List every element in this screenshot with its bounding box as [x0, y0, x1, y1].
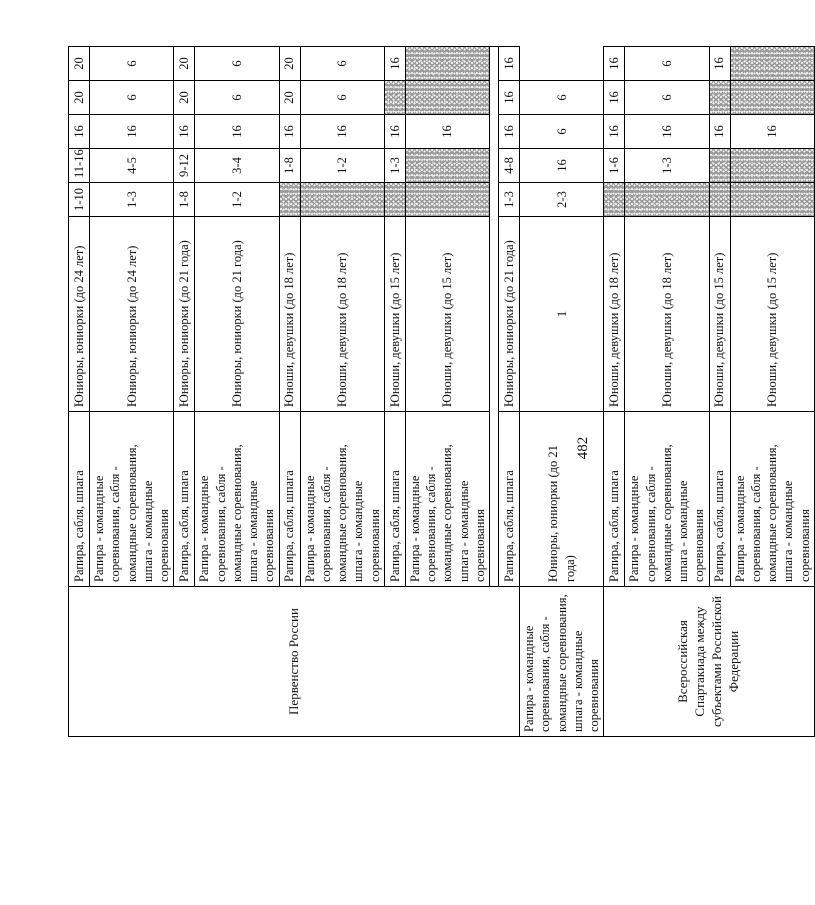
table-row: [604, 47, 625, 737]
number-cell: 1-2: [195, 183, 279, 217]
age-cell: Юноши, девушки (до 18 лет): [300, 217, 384, 412]
age-cell: Юноши, девушки (до 18 лет): [604, 217, 625, 412]
number-cell: 1: [520, 217, 604, 412]
discipline-cell: Рапира, сабля, шпага: [499, 412, 520, 587]
discipline-cell: Рапира - командные соревнования, сабля - командные соревнования, шпага - командные соревнования: [300, 412, 384, 587]
number-cell: 16: [195, 115, 279, 149]
number-cell: 16: [90, 115, 174, 149]
shaded-cell: [405, 81, 489, 115]
number-cell: 16: [604, 47, 625, 81]
number-cell: 4-5: [90, 149, 174, 183]
shaded-cell: [709, 183, 730, 217]
discipline-cell: Рапира - командные соревнования, сабля - командные соревнования, шпага - командные соревнования: [625, 412, 709, 587]
number-cell: 2-3: [520, 183, 604, 217]
number-cell: 6: [195, 81, 279, 115]
number-cell: 1-3: [90, 183, 174, 217]
age-cell: Юниоры, юниорки (до 21 года): [520, 412, 604, 587]
number-cell: 20: [279, 47, 300, 81]
competition-cell: Первенство России: [69, 587, 520, 737]
number-cell: 1-3: [625, 149, 709, 183]
shaded-cell: [384, 183, 405, 217]
table-row: [69, 47, 90, 737]
number-cell: 1-8: [174, 183, 195, 217]
number-cell: 1-3: [384, 149, 405, 183]
shaded-cell: [730, 81, 814, 115]
discipline-cell: Рапира - командные соревнования, сабля - командные соревнования, шпага - командные соревнования: [520, 587, 604, 737]
number-cell: 4-8: [499, 149, 520, 183]
shaded-cell: [730, 149, 814, 183]
number-cell: 16: [499, 115, 520, 149]
age-cell: Юноши, девушки (до 18 лет): [625, 217, 709, 412]
number-cell: 20: [174, 47, 195, 81]
number-cell: 9-12: [174, 149, 195, 183]
table-row: [520, 47, 604, 737]
number-cell: 16: [499, 47, 520, 81]
sports-table: [68, 46, 815, 737]
number-cell: 1-2: [300, 149, 384, 183]
competition-cell: Всероссийская Спартакиада между субъектами Российской Федерации: [604, 587, 815, 737]
discipline-cell: Рапира, сабля, шпага: [384, 412, 405, 587]
number-cell: 16: [405, 115, 489, 149]
number-cell: 16: [709, 115, 730, 149]
number-cell: 16: [384, 47, 405, 81]
number-cell: 6: [300, 47, 384, 81]
shaded-cell: [279, 183, 300, 217]
number-cell: 6: [195, 47, 279, 81]
number-cell: 1-8: [279, 149, 300, 183]
number-cell: 11-16: [69, 149, 90, 183]
discipline-cell: Рапира, сабля, шпага: [709, 412, 730, 587]
shaded-cell: [730, 183, 814, 217]
number-cell: 16: [69, 115, 90, 149]
age-cell: Юноши, девушки (до 15 лет): [384, 217, 405, 412]
number-cell: 16: [300, 115, 384, 149]
discipline-cell: Рапира - командные соревнования, сабля - командные соревнования, шпага - командные соревнования: [195, 412, 279, 587]
page-number: 482: [575, 436, 591, 460]
shaded-cell: [709, 149, 730, 183]
discipline-cell: Рапира, сабля, шпага: [174, 412, 195, 587]
number-cell: 6: [520, 81, 604, 115]
shaded-cell: [405, 183, 489, 217]
shaded-cell: [709, 81, 730, 115]
discipline-cell: Рапира - командные соревнования, сабля - командные соревнования, шпага - командные соревнования: [730, 412, 814, 587]
age-cell: Юниоры, юниорки (до 21 года): [499, 217, 520, 412]
number-cell: 6: [520, 115, 604, 149]
number-cell: 1-3: [499, 183, 520, 217]
number-cell: 6: [300, 81, 384, 115]
age-cell: Юниоры, юниорки (до 24 лет): [69, 217, 90, 412]
discipline-cell: Рапира - командные соревнования, сабля - командные соревнования, шпага - командные соревнования: [405, 412, 489, 587]
discipline-cell: Рапира, сабля, шпага: [69, 412, 90, 587]
number-cell: 16: [730, 115, 814, 149]
number-cell: 20: [69, 47, 90, 81]
number-cell: 16: [604, 115, 625, 149]
age-cell: Юниоры, юниорки (до 21 года): [174, 217, 195, 412]
number-cell: 3-4: [195, 149, 279, 183]
number-cell: 1-10: [69, 183, 90, 217]
age-cell: Юниоры, юниорки (до 24 лет): [90, 217, 174, 412]
discipline-cell: Рапира - командные соревнования, сабля - командные соревнования, шпага - командные соревнования: [90, 412, 174, 587]
number-cell: 16: [709, 47, 730, 81]
number-cell: 16: [384, 115, 405, 149]
shaded-cell: [384, 81, 405, 115]
number-cell: 16: [499, 81, 520, 115]
age-cell: Юноши, девушки (до 15 лет): [405, 217, 489, 412]
number-cell: 6: [625, 47, 709, 81]
age-cell: Юноши, девушки (до 15 лет): [709, 217, 730, 412]
number-cell: 16: [625, 115, 709, 149]
number-cell: 6: [90, 47, 174, 81]
number-cell: 16: [174, 115, 195, 149]
shaded-cell: [604, 183, 625, 217]
age-cell: Юноши, девушки (до 15 лет): [730, 217, 814, 412]
shaded-cell: [730, 47, 814, 81]
number-cell: 16: [604, 81, 625, 115]
number-cell: 1-6: [604, 149, 625, 183]
number-cell: 6: [625, 81, 709, 115]
discipline-cell: Рапира, сабля, шпага: [604, 412, 625, 587]
number-cell: 16: [520, 149, 604, 183]
shaded-cell: [405, 47, 489, 81]
age-cell: Юноши, девушки (до 18 лет): [279, 217, 300, 412]
number-cell: 20: [174, 81, 195, 115]
shaded-cell: [405, 149, 489, 183]
number-cell: 6: [90, 81, 174, 115]
number-cell: 20: [69, 81, 90, 115]
shaded-cell: [625, 183, 709, 217]
discipline-cell: Рапира, сабля, шпага: [279, 412, 300, 587]
number-cell: 20: [279, 81, 300, 115]
number-cell: 16: [279, 115, 300, 149]
shaded-cell: [300, 183, 384, 217]
age-cell: Юниоры, юниорки (до 21 года): [195, 217, 279, 412]
